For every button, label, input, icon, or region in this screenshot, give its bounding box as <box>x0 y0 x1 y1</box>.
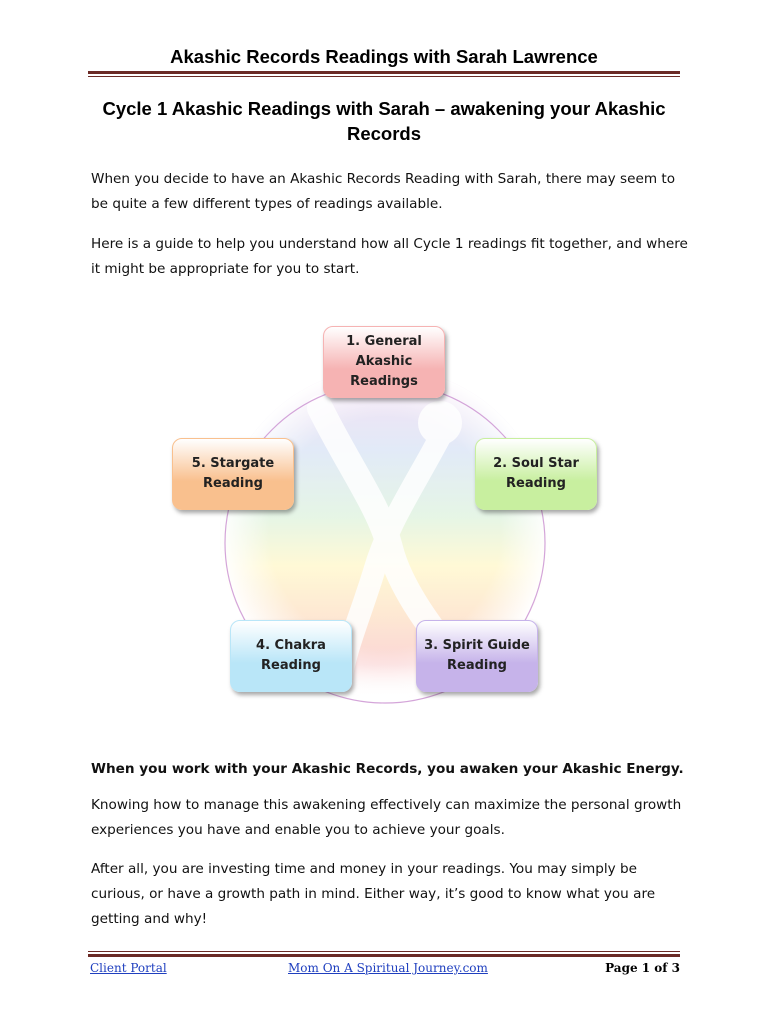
bold-statement: When you work with your Akashic Records, you awaken your Akashic Energy. <box>91 761 684 777</box>
closing-paragraph-2: After all, you are investing time and money in your readings. You may simply be curious, or have a growth path in mind. Either way, it’s good to know what you are getting and why! <box>91 861 656 927</box>
node-label: 1. General Akashic Readings <box>346 334 422 389</box>
intro-paragraph-2: Here is a guide to help you understand how all Cycle 1 readings fit together, and where it might be appropriate for you to start. <box>91 236 688 277</box>
header-divider <box>88 71 680 74</box>
intro-paragraph-1: When you decide to have an Akashic Records Reading with Sarah, there may seem to be quite a few different types of readings available. <box>91 171 676 212</box>
node-label: 2. Soul Star Reading <box>493 456 579 491</box>
node-general-akashic-readings <box>323 326 445 398</box>
node-soul-star-reading <box>475 438 597 510</box>
node-label: 3. Spirit Guide Reading <box>424 638 530 673</box>
node-label: 5. Stargate Reading <box>191 456 275 491</box>
page-number: Page 1 of 3 <box>605 961 680 975</box>
node-chakra-reading <box>230 620 352 692</box>
header-divider-thin <box>88 76 680 77</box>
client-portal-link[interactable]: Client Portal <box>90 961 167 975</box>
cycle-diagram <box>150 318 620 728</box>
node-spirit-guide-reading <box>416 620 538 692</box>
header-title: Akashic Records Readings with Sarah Lawrence <box>170 46 598 67</box>
footer-divider-thin <box>88 951 680 952</box>
node-label: 4. Chakra Reading <box>256 638 326 673</box>
node-stargate-reading <box>172 438 294 510</box>
document-title: Cycle 1 Akashic Readings with Sarah – awakening your Akashic Records <box>102 98 666 144</box>
closing-paragraph-1: Knowing how to manage this awakening effectively can maximize the personal growth experiences you have and enable you to achieve your goals. <box>91 797 682 838</box>
website-link[interactable]: Mom On A Spiritual Journey.com <box>288 961 488 975</box>
footer-divider <box>88 954 680 957</box>
